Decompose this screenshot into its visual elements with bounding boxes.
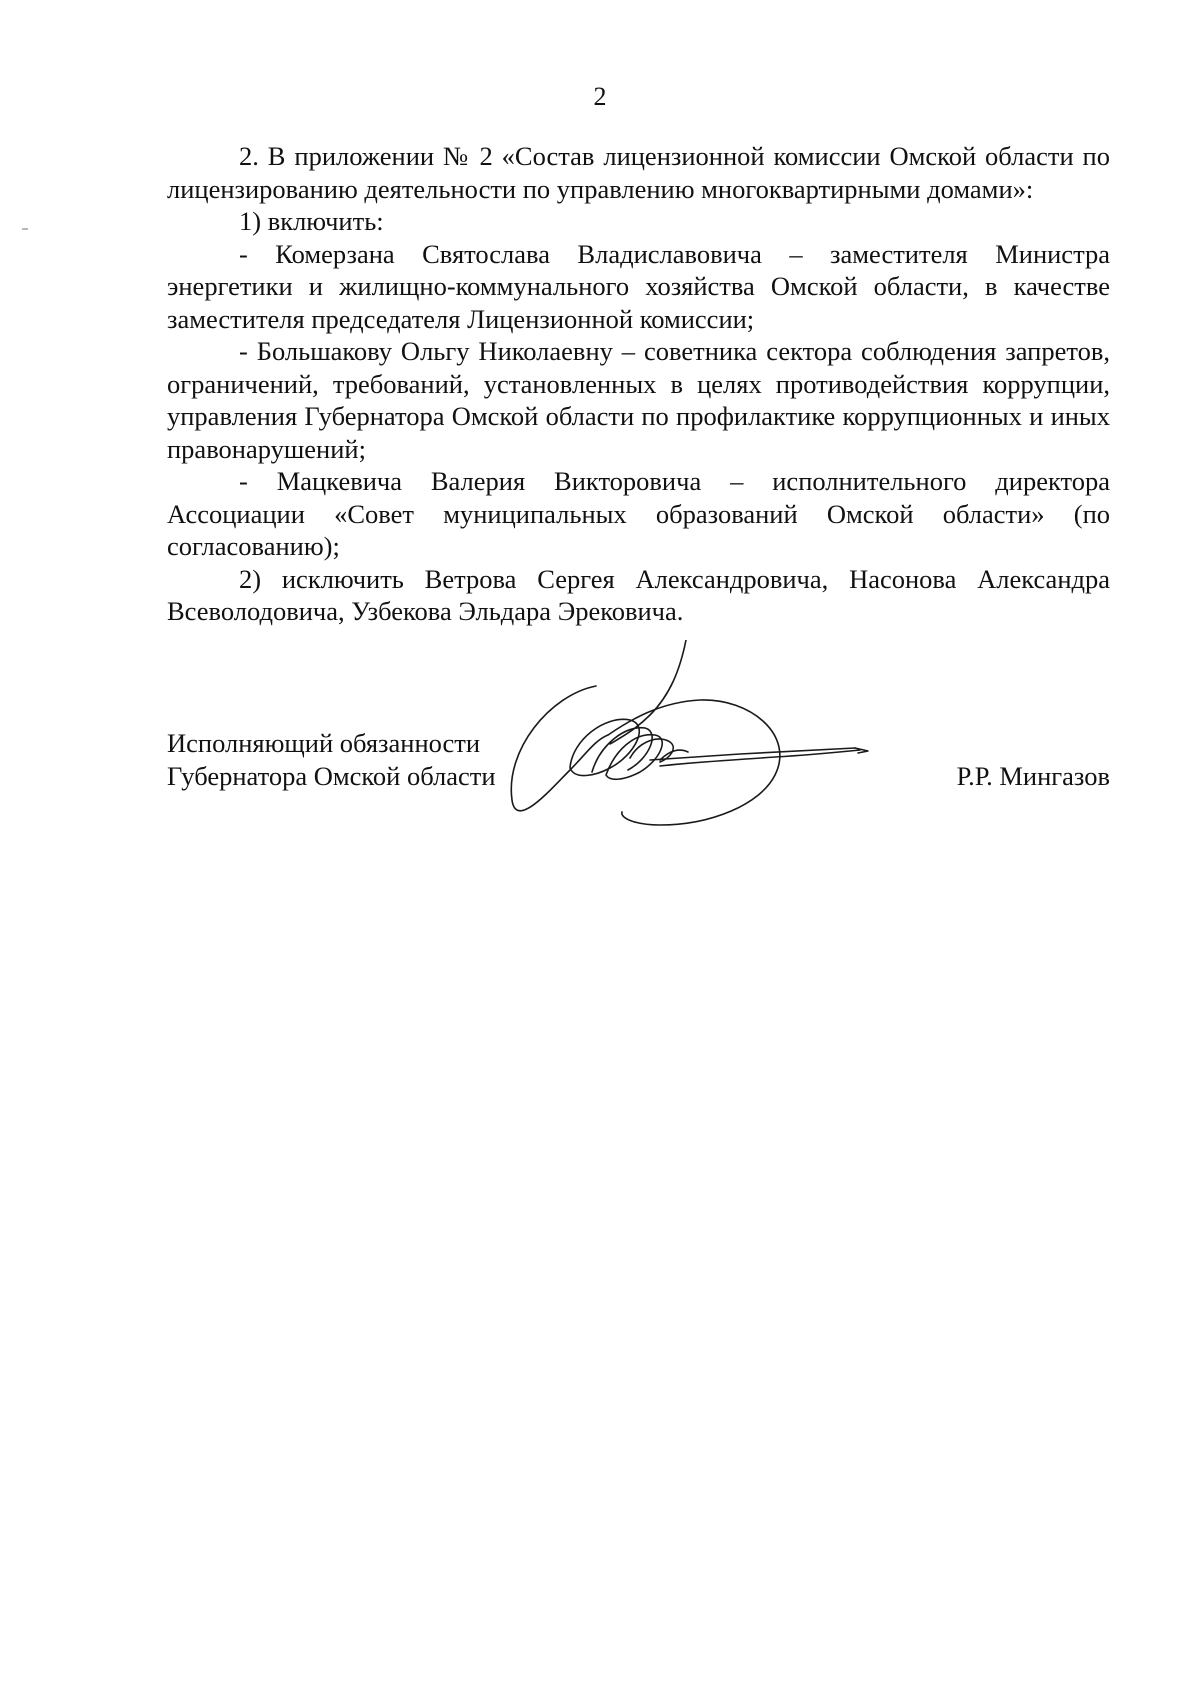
document-body bbox=[167, 140, 1110, 628]
signatory-position-line1: Исполняющий обязанности bbox=[167, 728, 481, 758]
signatory-position bbox=[167, 727, 496, 792]
paragraph-include-komerzan: - Комерзана Святослава Владиславовича – заместителя Министра энергетики и жилищно-коммунального хозяйства Омской области, в качестве заместителя председателя Лицензионной комиссии; bbox=[167, 238, 1110, 334]
paragraph-exclude: 2) исключить Ветрова Сергея Александровича, Насонова Александра Всеволодовича, Узбекова Эльдара Эрековича. bbox=[167, 563, 1110, 626]
paragraph-include-matskevich: - Мацкевича Валерия Викторовича – исполнительного директора Ассоциации «Совет муниципальных образований Омской области» (по согласованию); bbox=[167, 466, 1110, 561]
paragraph-include-heading: 1) включить: bbox=[239, 206, 384, 236]
scan-artifact bbox=[22, 228, 28, 230]
paragraph-appendix-intro: 2. В приложении № 2 «Состав лицензионной комиссии Омской области по лицензированию деятельности по управлению многоквартирными домами»: bbox=[167, 141, 1110, 204]
handwritten-signature bbox=[510, 640, 930, 870]
signatory-name: Р.Р. Мингазов bbox=[956, 760, 1110, 791]
page-number: 2 bbox=[593, 82, 607, 111]
signatory-position-line2: Губернатора Омской области bbox=[167, 760, 496, 791]
paragraph-include-bolshakova: - Большакову Ольгу Николаевну – советника сектора соблюдения запретов, ограничений, требований, установленных в целях противодействия коррупции, управления Губернатора Омской области по профилактике коррупционных и иных правонарушений; bbox=[167, 336, 1110, 464]
